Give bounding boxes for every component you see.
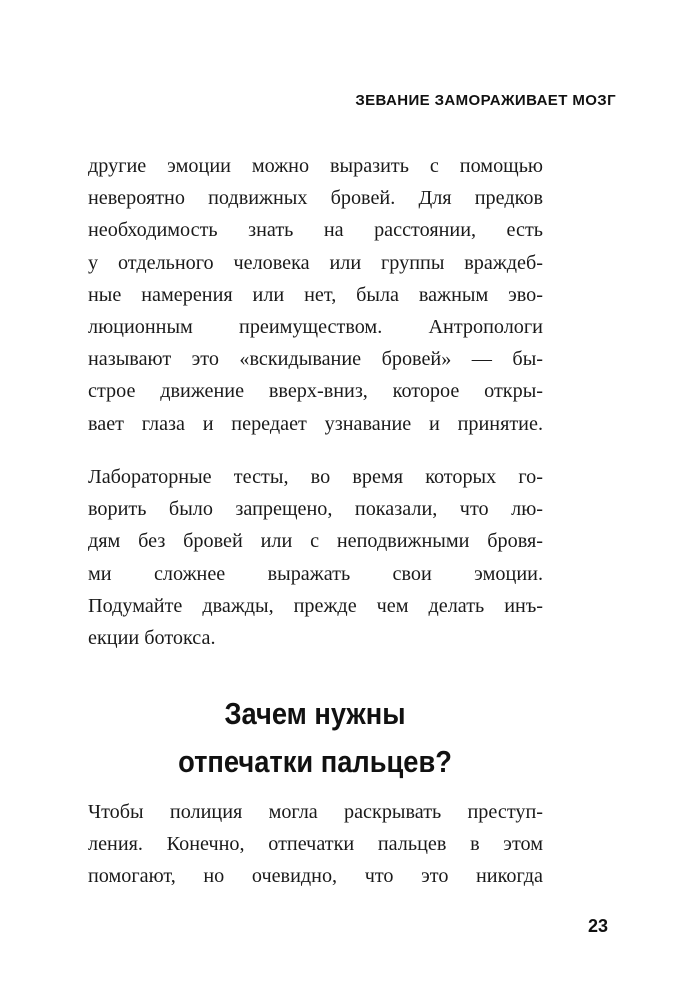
text-line: помогают, но очевидно, что это никогда bbox=[88, 865, 543, 888]
text-line: дям без бровей или с неподвижными бровя- bbox=[88, 530, 543, 553]
page-number: 23 bbox=[587, 916, 608, 936]
paragraph-lab-tests bbox=[88, 461, 543, 654]
text-line: ления. Конечно, отпечатки пальцев в этом bbox=[88, 833, 543, 856]
section-heading-line: Зачем нужны bbox=[224, 696, 406, 731]
text-line: екции ботокса. bbox=[88, 627, 216, 650]
text-line: Подумайте дважды, прежде чем делать инъ- bbox=[88, 594, 543, 617]
text-line: называют это «вскидывание бровей» — бы- bbox=[88, 348, 543, 371]
section-heading-line: отпечатки пальцев? bbox=[178, 744, 452, 779]
text-line: другие эмоции можно выразить с помощью bbox=[88, 155, 543, 177]
text-line: у отдельного человека или группы враждеб- bbox=[88, 251, 543, 274]
text-line: Лабораторные тесты, во время которых го- bbox=[88, 466, 543, 488]
paragraph-fingerprints bbox=[88, 796, 543, 893]
text-line: ные намерения или нет, была важным эво- bbox=[88, 283, 543, 306]
text-line: Чтобы полиция могла раскрывать преступ- bbox=[88, 801, 543, 823]
text-line: ворить было запрещено, показали, что лю- bbox=[88, 498, 543, 521]
section-heading bbox=[38, 690, 592, 786]
paragraph-eyebrows bbox=[88, 150, 543, 440]
text-line: ми сложнее выражать свои эмоции. bbox=[88, 562, 543, 585]
text-line: невероятно подвижных бровей. Для предков bbox=[88, 187, 543, 210]
text-line: люционным преимуществом. Антропологи bbox=[88, 316, 543, 339]
text-line: вает глаза и передает узнавание и принятие. bbox=[88, 412, 543, 435]
text-line: необходимость знать на расстоянии, есть bbox=[88, 219, 543, 242]
text-line: строе движение вверх-вниз, которое откры- bbox=[88, 380, 543, 403]
running-head: ЗЕВАНИЕ ЗАМОРАЖИВАЕТ МОЗГ bbox=[355, 92, 616, 109]
